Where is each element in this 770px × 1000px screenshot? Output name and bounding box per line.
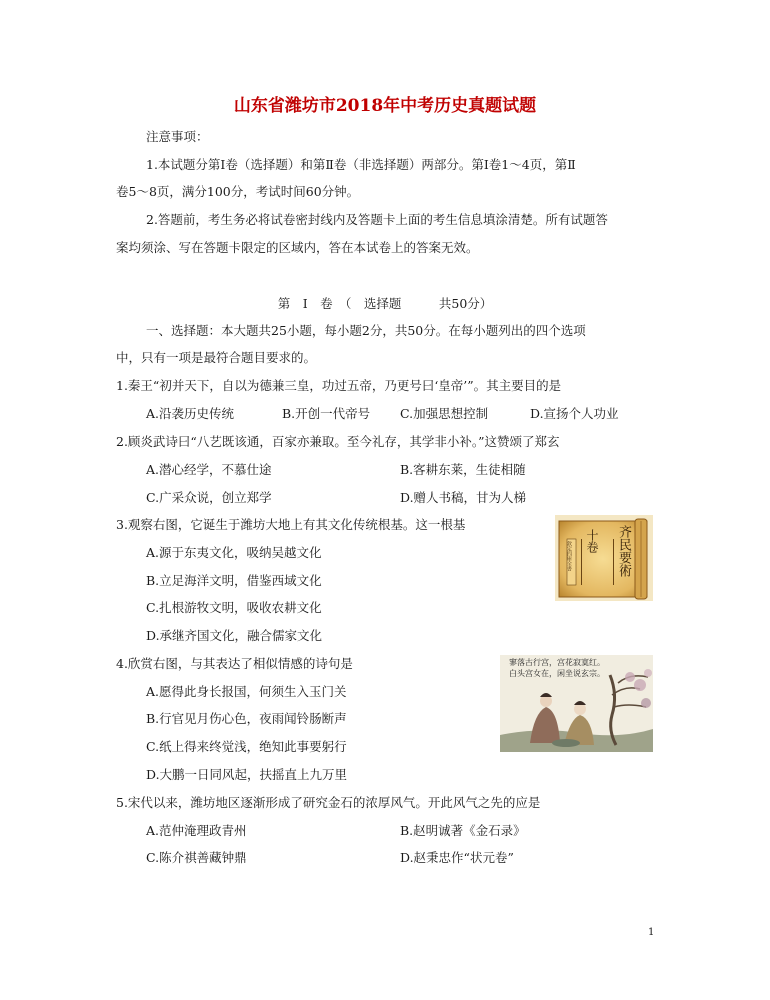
question-5-option-b: B.赵明诚著《金石录》 bbox=[400, 823, 526, 838]
question-3-option-a: A.源于东夷文化，吸纳吴越文化 bbox=[146, 545, 322, 560]
question-1-option-d: D.宣扬个人功业 bbox=[530, 406, 619, 421]
question-3-option-c: C.扎根游牧文明，吸收农耕文化 bbox=[146, 600, 322, 615]
book-side-chars: 十卷 bbox=[585, 529, 599, 553]
question-2-stem: 2.顾炎武诗曰“八艺既该通，百家亦兼取。至今礼存，其学非小补。”这赞颂了郑玄 bbox=[116, 434, 560, 449]
question-2-option-c: C.广采众说，创立郑学 bbox=[146, 490, 272, 505]
notice-item-1-line-1: 1.本试题分第Ⅰ卷（选择题）和第Ⅱ卷（非选择题）两部分。第Ⅰ卷1～4页，第Ⅱ bbox=[146, 157, 576, 172]
question-4-option-b: B.行官见月伤心色，夜雨闻铃肠断声 bbox=[146, 711, 347, 726]
question-3-stem: 3.观察右图，它诞生于潍坊大地上有其文化传统根基。这一根基 bbox=[116, 517, 466, 532]
section-intro-line-1: 一、选择题：本大题共25小题，每小题2分，共50分。在每小题列出的四个选项 bbox=[146, 323, 586, 338]
book-small-label: 欽定四庫全書 bbox=[566, 541, 572, 571]
section-heading: 第 Ⅰ 卷 （ 选择题 共50分） bbox=[277, 296, 493, 311]
question-1-option-b: B.开创一代帝号 bbox=[282, 406, 371, 421]
notice-item-1-line-2: 卷5～8页，满分100分，考试时间60分钟。 bbox=[116, 184, 360, 199]
notice-heading: 注意事项： bbox=[146, 129, 209, 144]
poem-line-2: 白头宫女在，闲坐说玄宗。 bbox=[509, 669, 605, 678]
book-figure bbox=[555, 515, 653, 601]
question-5-stem: 5.宋代以来，潍坊地区逐渐形成了研究金石的浓厚风气。开此风气之先的应是 bbox=[116, 795, 541, 810]
question-4-option-d: D.大鹏一日同风起，扶摇直上九万里 bbox=[146, 767, 348, 782]
question-1-stem: 1.秦王“初并天下，自以为德兼三皇，功过五帝，乃更号曰‘皇帝’”。其主要目的是 bbox=[116, 378, 562, 393]
question-1-option-a: A.沿袭历史传统 bbox=[146, 406, 235, 421]
question-5-option-a: A.范仲淹理政青州 bbox=[146, 823, 247, 838]
notice-item-2-line-1: 2.答题前，考生务必将试卷密封线内及答题卡上面的考生信息填涂清楚。所有试题答 bbox=[146, 212, 608, 227]
question-2-option-d: D.赠人书稿，甘为人梯 bbox=[400, 490, 527, 505]
question-2-option-a: A.潜心经学，不慕仕途 bbox=[146, 462, 272, 477]
question-4-option-a: A.愿得此身长报国，何须生入玉门关 bbox=[146, 684, 347, 699]
question-3-option-d: D.承继齐国文化，融合儒家文化 bbox=[146, 628, 323, 643]
book-title-chars: 齐民要術 bbox=[616, 525, 631, 577]
question-1-option-c: C.加强思想控制 bbox=[400, 406, 489, 421]
page-title: 山东省潍坊市2018年中考历史真题试题 bbox=[233, 96, 537, 116]
question-4-stem: 4.欣赏右图，与其表达了相似情感的诗句是 bbox=[116, 656, 353, 671]
notice-item-2-line-2: 案均须涂、写在答题卡限定的区域内，答在本试卷上的答案无效。 bbox=[116, 240, 479, 255]
question-5-option-d: D.赵秉忠作“状元卷” bbox=[400, 850, 514, 865]
section-intro-line-2: 中，只有一项是最符合题目要求的。 bbox=[116, 350, 317, 365]
question-5-option-c: C.陈介祺善藏钟鼎 bbox=[146, 850, 247, 865]
page-number: 1 bbox=[648, 927, 655, 938]
question-3-option-b: B.立足海洋文明，借鉴西域文化 bbox=[146, 573, 322, 588]
question-2-option-b: B.客耕东莱，生徒相随 bbox=[400, 462, 526, 477]
poem-painting-figure bbox=[500, 655, 653, 752]
poem-line-1: 寥落古行宫，宫花寂寞红。 bbox=[509, 658, 605, 667]
question-4-option-c: C.纸上得来终觉浅，绝知此事要躬行 bbox=[146, 739, 347, 754]
